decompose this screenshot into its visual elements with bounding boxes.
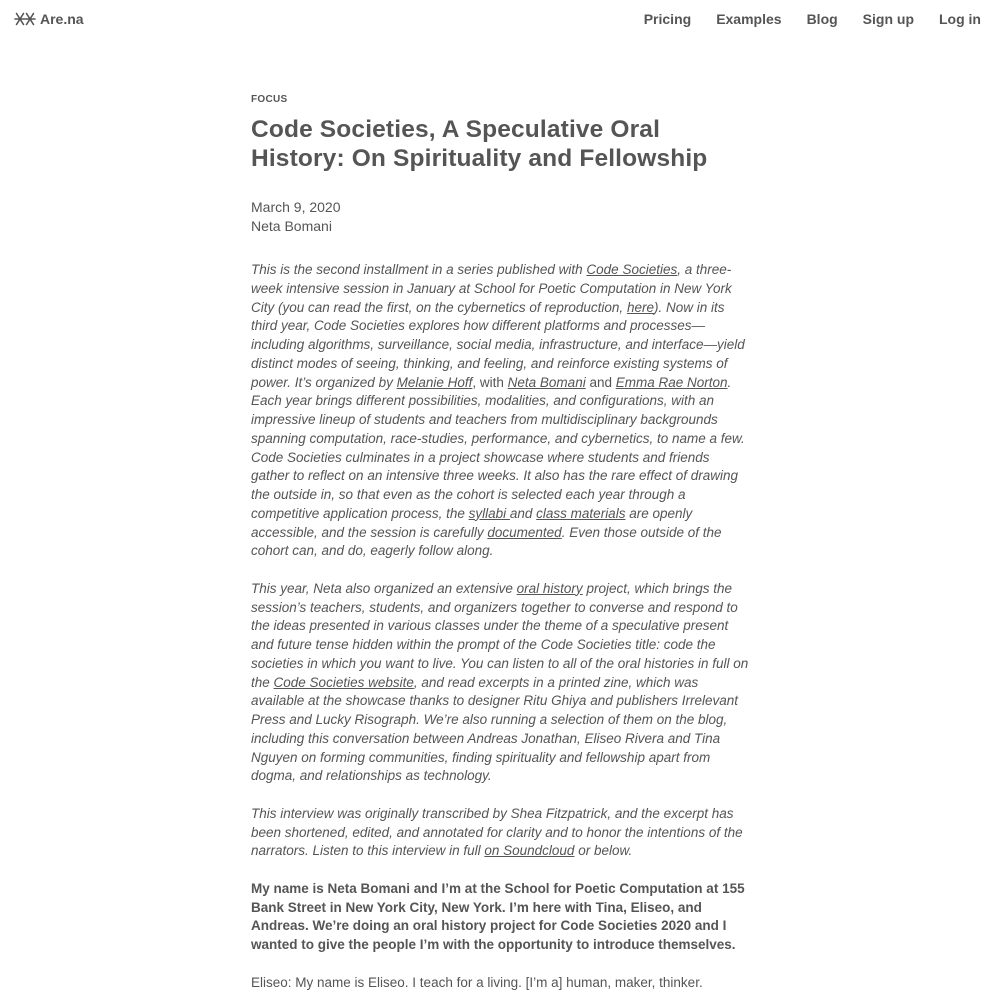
article-category: FOCUS (251, 94, 288, 105)
text: and (585, 374, 616, 390)
text: , and read excerpts in a printed zine, which was available at the showcase thanks to designer Ritu Ghiya and publishers Irrelevant Press and Lucky Risograph. We’re also running a selection of them on the blog, including this conversation between Andreas Jonathan, Eliseo Rivera and Tina Nguyen on forming communities, finding spirituality and fellowship apart from dogma, and relationships as technology. (251, 674, 739, 784)
link-on-soundcloud[interactable]: on Soundcloud (484, 843, 575, 859)
intro-paragraph-3 (251, 805, 751, 861)
text: are openly accessible, and the session is carefully (251, 505, 693, 540)
link-code-societies-website[interactable]: Code Societies website (273, 674, 414, 690)
article-title: Code Societies, A Speculative Oral History: On Spirituality and Fellowship (251, 116, 708, 172)
text: This is the second installment in a series published with (251, 262, 587, 277)
link-neta-bomani[interactable]: Neta Bomani (507, 374, 586, 390)
intro-paragraph-2 (251, 580, 751, 786)
text: or below. (574, 843, 633, 859)
nav-link-examples[interactable]: Examples (716, 11, 782, 27)
nav-link-blog[interactable]: Blog (806, 11, 838, 27)
article (251, 93, 751, 992)
text: , a three-week intensive session in January at School for Poetic Computation in New York City (you can read the first, on the cybernetics of reproduction, (251, 262, 732, 315)
interview-question: My name is Neta Bomani and I’m at the School for Poetic Computation at 155 Bank Street in New York City, New York. I’m here with Tina, Eliseo, and Andreas. We’re doing an oral history project for Code Societies 2020 and I wanted to give the people I’m with the opportunity to introduce themselves. (251, 880, 745, 952)
link-documented[interactable]: documented (487, 524, 562, 540)
nav-links (644, 9, 981, 29)
top-navigation (0, 0, 1000, 38)
arena-asterisk-icon (14, 12, 36, 26)
link-syllabi[interactable]: syllabi (468, 505, 510, 521)
text: project, which brings the session’s teachers, students, and organizers together to converse and respond to the ideas presented in various classes under the theme of a speculative present and future tense hidden within the prompt of the Code Societies title: code the societies in which you want to live. You can listen to all of the oral histories in full on the (251, 580, 749, 690)
nav-link-pricing[interactable]: Pricing (643, 11, 692, 27)
link-class-materials[interactable]: class materials (536, 505, 626, 521)
logo-wordmark: Are.na (40, 11, 84, 27)
text: . Even those outside of the cohort can, and do, eagerly follow along. (251, 524, 722, 559)
intro-paragraph-1 (251, 261, 751, 561)
text: and (509, 505, 537, 521)
text: This year, Neta also organized an extensive (251, 580, 517, 596)
text: This interview was originally transcribed by Shea Fitzpatrick, and the excerpt has been shortened, edited, and annotated for clarity and to honor the intentions of the narrators. Listen to this interview in full (251, 805, 743, 859)
article-author: Neta Bomani (251, 218, 332, 234)
nav-link-log-in[interactable]: Log in (939, 11, 981, 27)
article-date: March 9, 2020 (251, 199, 341, 215)
nav-link-sign-up[interactable]: Sign up (862, 11, 914, 27)
article-meta (251, 198, 751, 236)
text: , with (472, 374, 508, 390)
interview-answer: Eliseo: My name is Eliseo. I teach for a living. [I’m a] human, maker, thinker. (251, 974, 703, 990)
link-emma-rae-norton[interactable]: Emma Rae Norton (615, 374, 728, 390)
text: . Each year brings different possibilities, modalities, and configurations, with an impressive lineup of students and teachers from multidisciplinary backgrounds spanning computation, race-studies, performance, and cybernetics, to name a few. Code Societies culminates in a project showcase where students and friends gather to reflect on an intensive three weeks. It also has the rare effect of drawing the outside in, so that even as the cohort is selected each year through a competitive application process, the (251, 374, 745, 521)
link-code-societies[interactable]: Code Societies (586, 262, 678, 277)
text: ). Now in its third year, Code Societies explores how different platforms and processes—including algorithms, surveillance, social media, infrastructure, and interface—yield distinct modes of seeing, thinking, and feeling, and reinforce existing systems of power. It’s organized by (251, 299, 745, 390)
link-oral-history[interactable]: oral history (516, 580, 583, 596)
arena-logo-link[interactable] (14, 9, 84, 29)
link-melanie-hoff[interactable]: Melanie Hoff (396, 374, 473, 390)
link-here[interactable]: here (626, 299, 654, 315)
